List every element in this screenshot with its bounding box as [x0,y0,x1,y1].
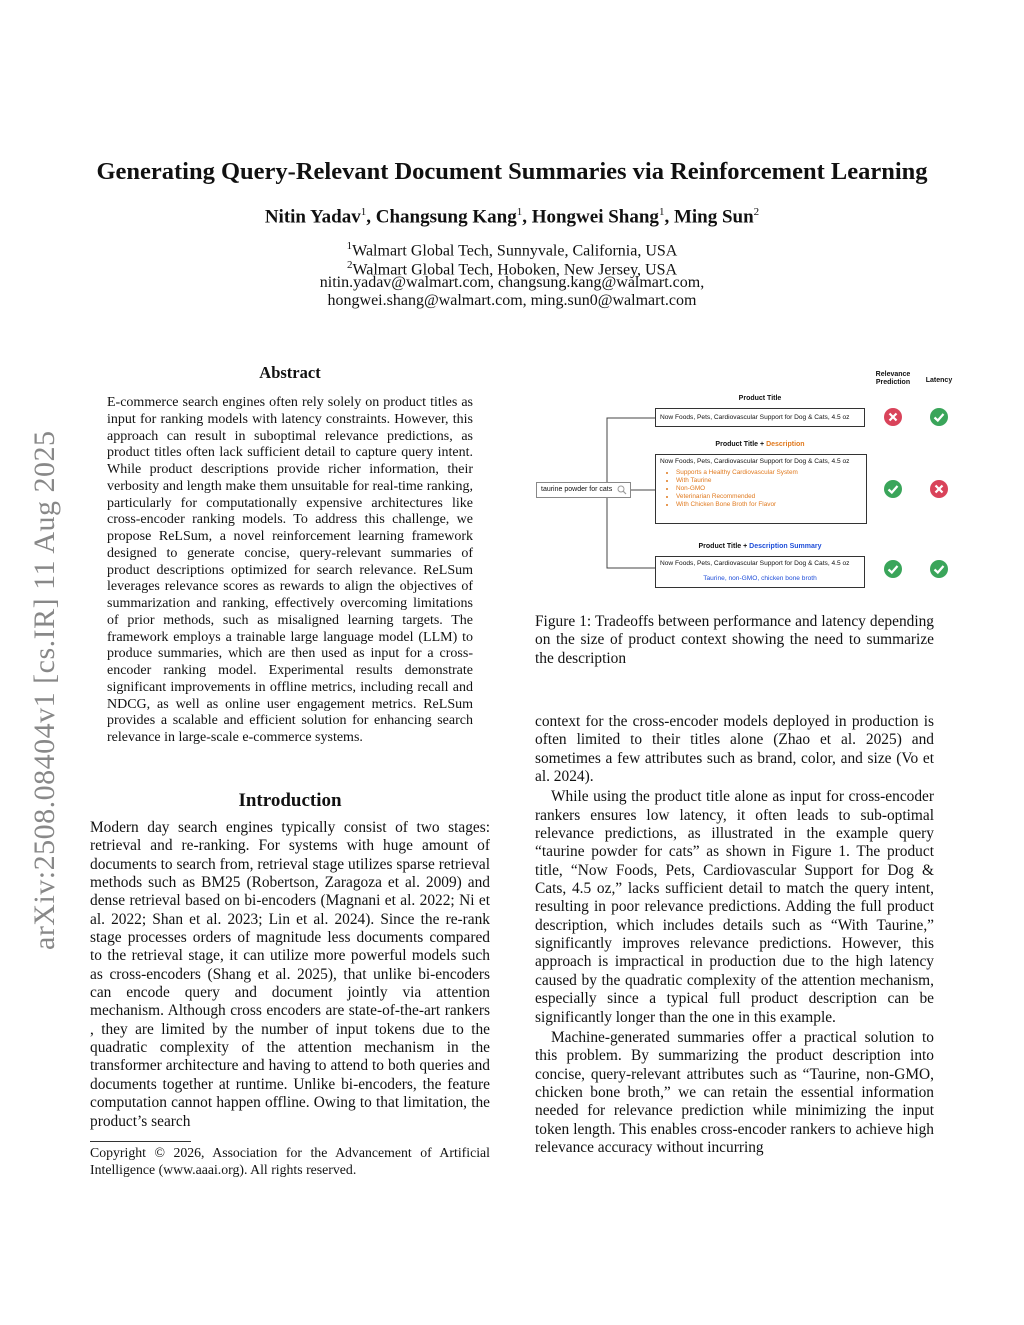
row-label-title-only: Product Title [738,395,782,402]
paragraph: context for the cross-encoder models deployed in production is often limited to their titles alone (Zhao et al. 2025) and sometimes a few attributes such as brand, color, and size (Vo et al. 2024). [535,713,934,786]
arxiv-identifier: arXiv:2508.08404v1 [cs.IR] 11 Aug 2025 [28,430,61,950]
product-description-box: Now Foods, Pets, Cardiovascular Support for Dog & Cats, 4.5 oz • Supports a Healthy Cardiovascular System • With Taurine • Non-GMO • Veterinarian Recommended • With Chicken Bone Broth for Flavor [655,454,867,524]
author-name: Nitin Yadav [264,206,361,228]
introduction-paragraph: Modern day search engines typically consist of two stages: retrieval and re-ranking. For systems with huge amount of documents to search from, retrieval stage utilizes sparse retrieval methods such as BM25 (Robertson, Zaragoza et al. 2009) and dense retrieval based on bi-encoders (Magnani et al. 2022; Ni et al. 2022; Shan et al. 2023; Lin et al. 2024). Since the re-rank stage processes orders of magnitude less documents compared to the retrieval stage, it can utilize more powerful models such as cross-encoders (Shang et al. 2025), that unlike bi-encoders can encode query and document jointly via attention mechanism. Although cross encoders are state-of-the-art rankers , they are limited by the number of input tokens due to the quadratic complexity of the attention mechanism in the transformer architecture and having to attend to both queries and documents together at runtime. Unlike bi-encoders, the feature computation cannot happen offline. Owing to that limitation, the product’s search [90,819,490,1130]
author-name: Changsung Kang [375,206,517,228]
search-query-box: taurine powder for cats [536,482,631,498]
check-icon [884,480,902,498]
abstract-text: E-commerce search engines often rely solely on product titles as input for ranking models with latency constraints. However, this approach can result in suboptimal relevance predictions, as product titles often lack sufficient detail to capture query intent. While product descriptions provide richer information, their verbosity and length make them unsuitable for real-time ranking, particularly for computationally expensive architectures like cross-encoder ranking models. To address this challenge, we propose ReLSum, a novel reinforcement learning framework designed to generate concise, query-relevant summaries of product descriptions optimized for search relevance. ReLSum leverages relevance scores as rewards to align the objectives of summarization and ranking, effectively overcoming limitations of prior methods, such as misaligned learning targets. The framework employs a trainable large language model (LLM) to produce summaries, which are then used as input for a cross-encoder ranking model. Experimental results demonstrate significant improvements in offline metrics, including recall and NDCG, as well as online user engagement metrics. ReLSum provides a scalable and efficient solution for enhancing search relevance in large-scale e-commerce systems. [107,395,473,745]
emails-line-1: nitin.yadav@walmart.com, changsung.kang@walmart.com, [319,274,705,291]
check-icon [930,560,948,578]
copyright-footnote: Copyright © 2026, Association for the Advancement of Artificial Intelligence (www.aaai.org). All rights reserved. [90,1145,490,1177]
right-column-text [535,713,934,1157]
author-list: Nitin Yadav$^1$, Changsung Kang$^1$, Hongwei Shang$^1$, Ming Sun$^2$ [264,206,760,228]
abstract-heading: Abstract [259,363,321,382]
check-icon [930,408,948,426]
summary-text: Taurine, non-GMO, chicken bone broth [703,575,817,582]
paper-title: Generating Query-Relevant Document Summaries via Reinforcement Learning [96,158,928,185]
paragraph: While using the product title alone as input for cross-encoder rankers ensures low latency, it often leads to sub-optimal relevance predictions, as illustrated in the example query “taurine powder for cats” as shown in Figure 1. The product title, “Now Foods, Pets, Cardiovascular Support for Dog & Cats, 4.5 oz,” lacks sufficient detail to match the query intent, resulting in poor relevance predictions. Adding the full product description, which includes details such as “With Taurine,” significantly improves relevance predictions. However, this approach is impractical in production due to the high latency caused by the quadratic complexity of the attention mechanism, especially since a typical full product description can be significantly longer than the one in this example. [535,788,934,1026]
paragraph: Machine-generated summaries offer a practical solution to this problem. By summarizing the product description into concise, query-relevant attributes such as “Taurine, non-GMO, chicken bone broth,” we can retain the essential information needed for relevance prediction while minimizing the input token length. This enables cross-encoder rankers to achieve high relevance accuracy without incurring [535,1028,934,1156]
product-title-box: Now Foods, Pets, Cardiovascular Support for Dog & Cats, 4.5 oz [655,408,865,427]
introduction-heading: Introduction [238,790,342,811]
affiliation-2: $^2$Walmart Global Tech, Hoboken, New Jersey, USA [346,259,678,279]
check-icon [884,560,902,578]
relevance-prediction-header: Relevance Prediction [875,371,911,386]
row-label-title-summary: Product Title + Description Summary [698,543,822,550]
description-bullets: • Supports a Healthy Cardiovascular System • With Taurine • Non-GMO • Veterinarian Recommended • With Chicken Bone Broth for Flavor [656,469,866,509]
cross-icon [884,408,902,426]
product-summary-box: Now Foods, Pets, Cardiovascular Support for Dog & Cats, 4.5 oz Taurine, non-GMO, chicken bone broth [655,556,865,588]
row-label-title-description: Product Title + Description [715,441,805,448]
emails-line-2: hongwei.shang@walmart.com, ming.sun0@walmart.com [327,292,697,309]
author-name: Ming Sun [673,206,754,228]
affiliation-1: $^1$Walmart Global Tech, Sunnyvale, California, USA [346,240,678,260]
footnote-rule [90,1141,191,1142]
latency-header: Latency [925,377,953,384]
author-name: Hongwei Shang [531,206,659,228]
cross-icon [930,480,948,498]
figure-1-caption: Figure 1: Tradeoffs between performance and latency depending on the size of product context showing the need to summarize the description [535,613,934,667]
search-icon [617,485,627,501]
